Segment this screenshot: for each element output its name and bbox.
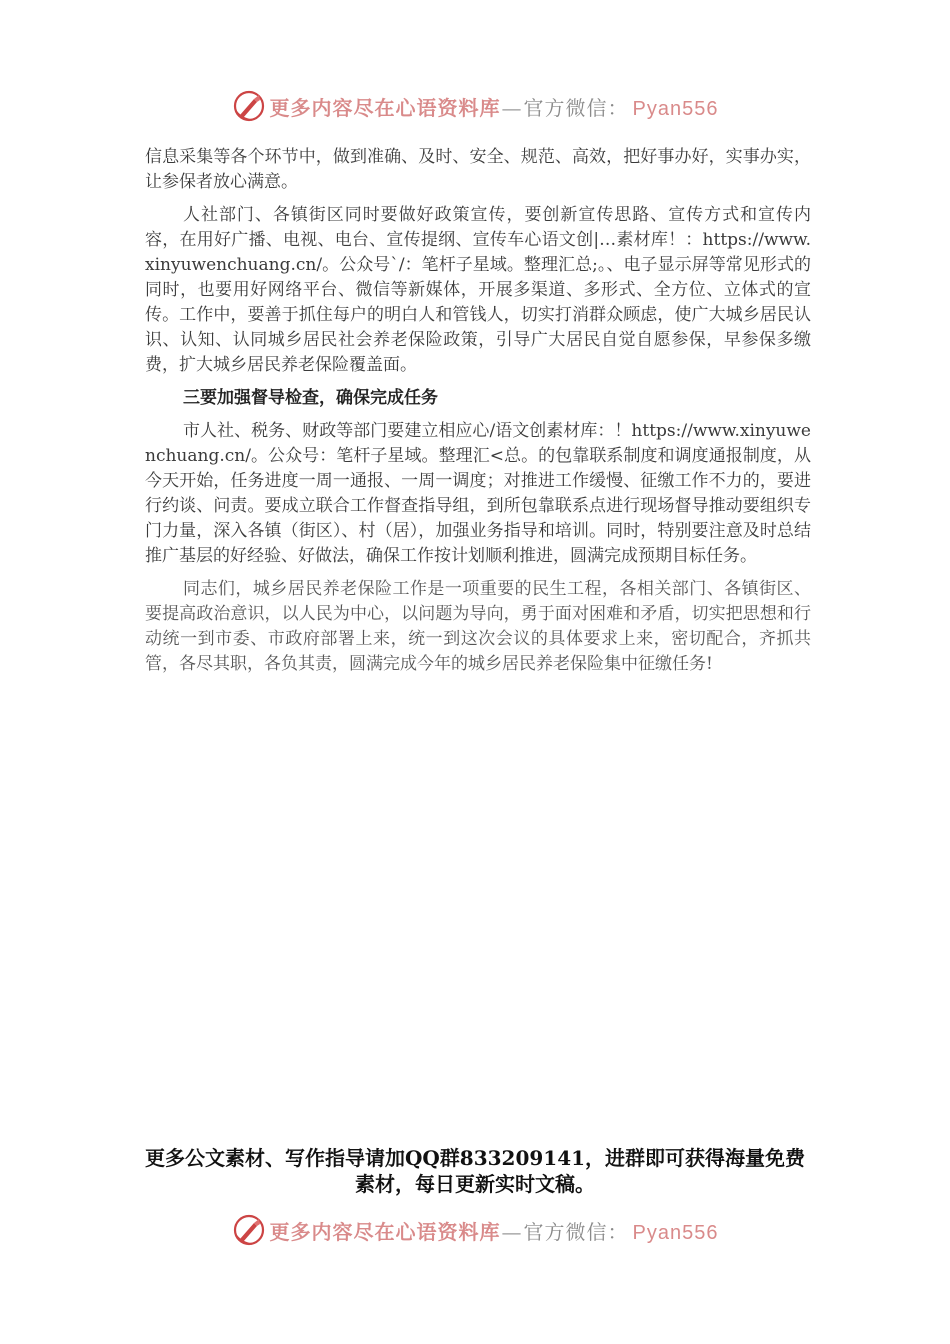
footer-banner: [0, 1210, 950, 1250]
footer-wechat-id: Pyan556: [632, 1221, 719, 1244]
pen-logo-icon: [232, 1213, 266, 1247]
paragraph-3: 市人社、税务、财政等部门要建立相应心/语文创素材库：！https://www.xinyuwenchuang.cn/。公众号：笔杆子星域。整理汇<总。的包靠联系制度和调度通报制度，从今天开始，任务进度一周一通报、一周一调度；对推进工作缓慢、征缴工作不力的，要进行约谈、问责。要成立联合工作督查指导组，到所包靠联系点进行现场督导推动要组织专门力量，深入各镇（街区）、村（居），加强业务指导和培训。同时，特别要注意及时总结推广基层的好经验、好做法，确保工作按计划顺利推进，圆满完成预期目标任务。: [145, 421, 811, 566]
footer-note: 更多公文素材、写作指导请加QQ群833209141，进群即可获得海量免费素材，每日更新实时文稿。: [144, 1146, 806, 1196]
footer-dash: —: [501, 1219, 523, 1244]
header-wechat-id: Pyan556: [632, 97, 719, 120]
pen-logo-icon: [232, 89, 266, 123]
paragraph-1: 信息采集等各个环节中，做到准确、及时、安全、规范、高效，把好事办好，实事办实，让参保者放心满意。: [145, 147, 811, 192]
footer-banner-text: [270, 1216, 719, 1245]
header-banner-text: [270, 92, 719, 121]
paragraph-4: 同志们，城乡居民养老保险工作是一项重要的民生工程，各相关部门、各镇街区、要提高政治意识，以人民为中心，以问题为导向，勇于面对困难和矛盾，切实把思想和行动统一到市委、市政府部署上来，统一到这次会议的具体要求上来，密切配合，齐抓共管，各尽其职，各负其责，圆满完成今年的城乡居民养老保险集中征缴任务!: [145, 579, 811, 674]
header-dash: —: [501, 95, 523, 120]
header-wechat-label: 官方微信：: [523, 95, 629, 120]
paragraph-2: 人社部门、各镇街区同时要做好政策宣传，要创新宣传思路、宣传方式和宣传内容，在用好广播、电视、电台、宣传提纲、宣传车心语文创|…素材库！：https://www.xinyuwenchuang.cn/。公众号`/：笔杆子星域。整理汇总;。、电子显示屏等常见形式的同时，也要用好网络平台、微信等新媒体，开展多渠道、多形式、全方位、立体式的宣传。工作中，要善于抓住每户的明白人和管钱人，切实打消群众顾虑，使广大城乡居民认识、认知、认同城乡居民社会养老保险政策，引导广大居民自觉自愿参保，早参保多缴费，扩大城乡居民养老保险覆盖面。: [145, 205, 811, 375]
footer-brand-text: 更多内容尽在心语资料库: [269, 1219, 501, 1244]
footer-wechat-label: 官方微信：: [523, 1219, 629, 1244]
header-brand-text: 更多内容尽在心语资料库: [269, 95, 501, 120]
header-banner: [0, 86, 950, 126]
document-body: [145, 145, 811, 685]
section-heading-3: 三要加强督导检查，确保完成任务: [183, 388, 438, 408]
